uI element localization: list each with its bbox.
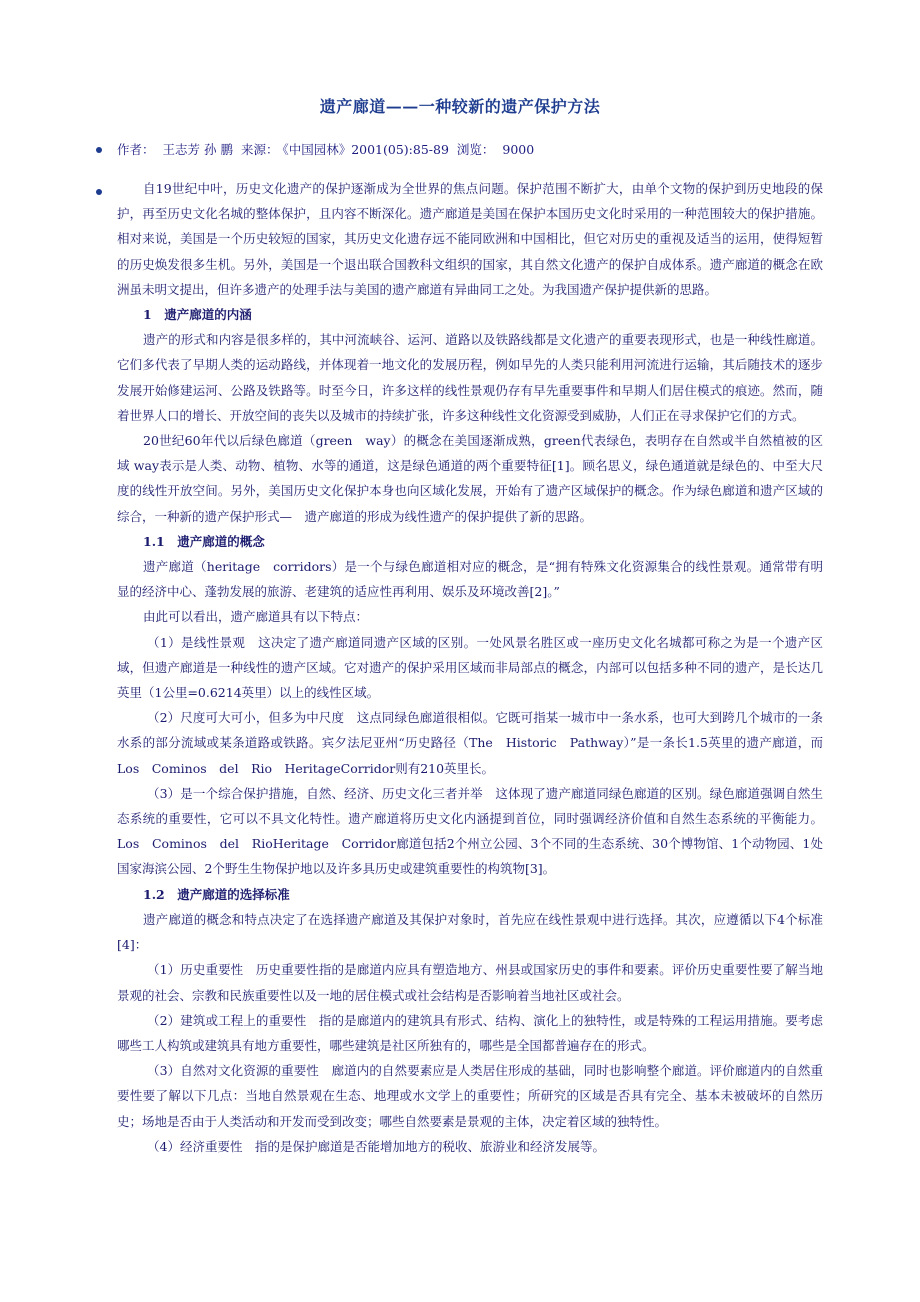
intro-paragraph: 自19世纪中叶，历史文化遗产的保护逐渐成为全世界的焦点问题。保护范围不断扩大，由单个文物的保护到历史地段的保护，再至历史文化名城的整体保护，且内容不断深化。遗产廊道是美国在保护本国历史文化时采用的一种范围较大的保护措施。相对来说，美国是一个历史较短的国家，其历史文化遗存远不能同欧洲和中国相比，但它对历史的重视及适当的运用，使得短暂的历史焕发很多生机。另外，美国是一个退出联合国教科文组织的国家，其自然文化遗产的保护自成体系。遗产廊道的概念在欧洲虽未明文提出，但许多遗产的处理手法与美国的遗产廊道有异曲同工之处。为我国遗产保护提供新的思路。: [117, 181, 823, 297]
view-count: 9000: [502, 142, 535, 157]
page-title: 遗产廊道——一种较新的遗产保护方法: [319, 97, 601, 116]
section-heading: 1 遗产廊道的内涵: [143, 307, 252, 323]
source-label: 来源：: [240, 142, 279, 157]
paragraph: 遗产廊道的概念和特点决定了在选择遗产廊道及其保护对象时，首先应在线性景观中进行选择。其次，应遵循以下4个标准[4]：: [117, 911, 823, 953]
bullet-icon: [96, 189, 102, 195]
paragraph: 20世纪60年代以后绿色廊道（green way）的概念在美国逐渐成熟，green代表绿色，表明存在自然或半自然植被的区域 way表示是人类、动物、植物、水等的通道，这是绿色通道的两个重要特征[1]。顾名思义，绿色通道就是绿色的、中至大尺度的线性开放空间。另外，美国历史文化保护本身也向区域化发展，开始有了遗产区域保护的概念。作为绿色廊道和遗产区域的综合，一种新的遗产保护形式— 遗产廊道的形成为线性遗产的保护提供了新的思路。: [117, 433, 823, 524]
list-item: （3）自然对文化资源的重要性 廊道内的自然要素应是人类居住形成的基础，同时也影响整个廊道。评价廊道内的自然重要性要了解以下几点：当地自然景观在生态、地理或水文学上的重要性；所研究的区域是否具有完全、基本未被破坏的自然历史；场地是否由于人类活动和开发而受到改变；哪些自然要素是景观的主体，决定着区域的独特性。: [117, 1063, 823, 1129]
authors: 王志芳 孙 鹏: [162, 142, 233, 157]
list-item: （2）尺度可大可小，但多为中尺度 这点同绿色廊道很相似。它既可指某一城市中一条水系，也可大到跨几个城市的一条水系的部分流域或某条道路或铁路。宾夕法尼亚州“历史路径（The Historic Pathway）”是一条长1.5英里的遗产廊道，而Los Cominos del Rio HeritageCorridor则有210英里长。: [117, 710, 823, 776]
list-item: （3）是一个综合保护措施，自然、经济、历史文化三者并举 这体现了遗产廊道同绿色廊道的区别。绿色廊道强调自然生态系统的重要性，它可以不具文化特性。遗产廊道将历史文化内涵提到首位，同时强调经济价值和自然生态系统的平衡能力。Los Cominos del RioHeritage Corridor廊道包括2个州立公园、3个不同的生态系统、30个博物馆、1个动物园、1处国家海滨公园、2个野生生物保护地以及许多具历史或建筑重要性的构筑物[3]。: [117, 785, 823, 877]
article-body: [117, 176, 823, 1159]
list-item: （1）历史重要性 历史重要性指的是廊道内应具有塑造地方、州县或国家历史的事件和要素。评价历史重要性要了解当地景观的社会、宗教和民族重要性以及一地的居住模式或社会结构是否影响着当地社区或社会。: [117, 962, 823, 1003]
paragraph: 遗产廊道（heritage corridors）是一个与绿色廊道相对应的概念，是“拥有特殊文化资源集合的线性景观。通常带有明显的经济中心、蓬勃发展的旅游、老建筑的适应性再利用、娱乐及环境改善[2]。”: [117, 559, 823, 600]
list-item: （1）是线性景观 这决定了遗产廊道同遗产区域的区别。一处风景名胜区或一座历史文化名城都可称之为是一个遗产区域，但遗产廊道是一种线性的遗产区域。它对遗产的保护采用区域而非局部点的概念，内部可以包括多种不同的遗产，是长达几英里（1公里=0.6214英里）以上的线性区域。: [117, 634, 823, 701]
source: 《中国园林》2001(05):85-89: [282, 142, 449, 157]
paragraph: 遗产的形式和内容是很多样的，其中河流峡谷、运河、道路以及铁路线都是文化遗产的重要表现形式，也是一种线性廊道。它们多代表了早期人类的运动路线，并体现着一地文化的发展历程，例如早先的人类只能利用河流进行运输，其后随技术的逐步发展开始修建运河、公路及铁路等。时至今日，许多这样的线性景观仍存有早先重要事件和早期人们居住模式的痕迹。然而，随着世界人口的增长、开放空间的丧失以及城市的持续扩张，许多这种线性文化资源受到威胁，人们正在寻求保护它们的方式。: [117, 332, 823, 423]
article-meta: [117, 140, 538, 158]
author-label: 作者：: [117, 142, 155, 157]
views-label: 浏览：: [456, 142, 495, 157]
subsection-heading: 1.2 遗产廊道的选择标准: [143, 886, 290, 902]
subsection-heading: 1.1 遗产廊道的概念: [143, 533, 265, 549]
paragraph: 由此可以看出，遗产廊道具有以下特点：: [143, 609, 369, 625]
list-item: （4）经济重要性 指的是保护廊道是否能增加地方的税收、旅游业和经济发展等。: [147, 1138, 605, 1154]
list-item: （2）建筑或工程上的重要性 指的是廊道内的建筑具有形式、结构、演化上的独特性，或是特殊的工程运用措施。要考虑哪些工人构筑或建筑具有地方重要性，哪些建筑是社区所独有的，哪些是全国都普遍存在的形式。: [117, 1012, 823, 1053]
bullet-icon: [96, 147, 102, 153]
